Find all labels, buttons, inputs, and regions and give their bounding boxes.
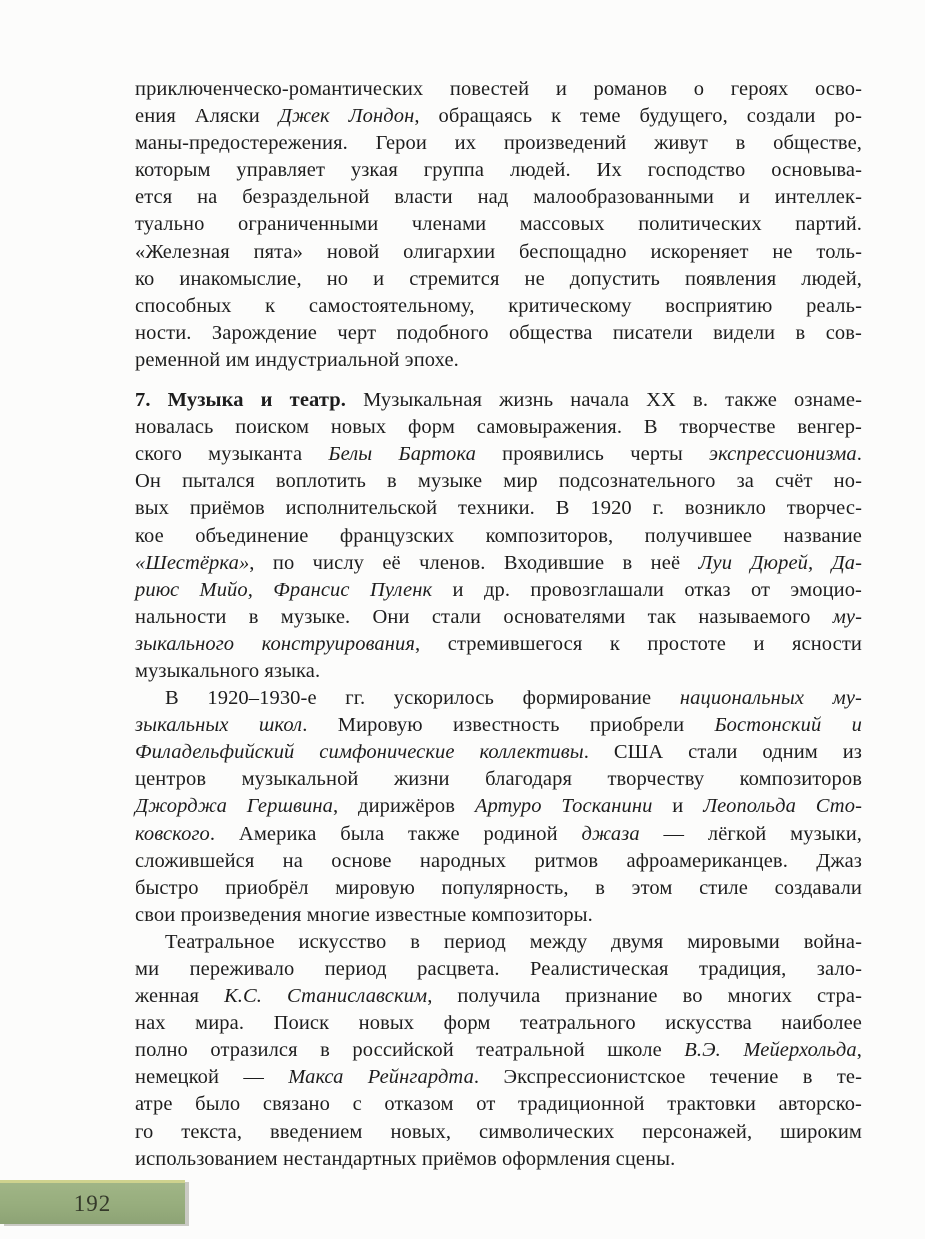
text-line: ения Аляски Джек Лондон, обращаясь к теме будущего, создали ро- (135, 105, 862, 128)
text-line: Филадельфийский симфонические коллективы. США стали одним из (135, 741, 862, 764)
text-line: полно отразился в российской театральной школе В.Э. Мейерхольда, (135, 1039, 862, 1062)
text-line: го текста, введением новых, символических персонажей, широким (135, 1120, 862, 1143)
page-number-band (0, 1180, 185, 1224)
text-line: зыкальных школ. Мировую известность приобрели Бостонский и (135, 714, 862, 737)
text-line: ми переживало период расцвета. Реалистическая традиция, зало- (135, 958, 862, 980)
paragraph-music-and-theatre-heading (135, 387, 862, 685)
paragraph-theatre-art (135, 929, 862, 1173)
text-line: 7. Музыка и театр. Музыкальная жизнь начала XX в. также ознаме- (135, 389, 862, 412)
text-line: которым управляет узкая группа людей. Их господство основыва- (135, 159, 862, 182)
text-line: зыкального конструирования, стремившегося к простоте и ясности (135, 632, 862, 655)
text-line: «Шестёрка», по числу её членов. Входившие в неё Луи Дюрей, Да- (135, 551, 862, 574)
text-line: центров музыкальной жизни благодаря творчеству композиторов (135, 768, 862, 791)
text-line: ко инакомыслие, но и стремится не допустить появления людей, (135, 267, 862, 290)
text-line: свои произведения многие известные композиторы. (135, 903, 593, 926)
text-line: Театральное искусство в период между двумя мировыми война- (165, 930, 862, 953)
text-line: туально ограниченными членами массовых политических партий. (135, 213, 862, 236)
paragraph-national-music-schools (135, 685, 862, 929)
text-line: ется на безраздельной власти над малообразованными и интеллек- (135, 186, 862, 209)
text-line: способных к самостоятельному, критическому восприятию реаль- (135, 294, 862, 317)
text-line: нальности в музыке. Они стали основателями так называемого му- (135, 605, 862, 628)
text-line: маны-предостережения. Герои их произведений живут в обществе, (135, 132, 862, 155)
page-number: 192 (73, 1190, 112, 1216)
text-line: кое объединение французских композиторов, получившее название (135, 524, 862, 547)
text-line: риюс Мийо, Франсис Пуленк и др. провозглашали отказ от эмоцио- (135, 578, 862, 601)
text-line: Он пытался воплотить в музыке мир подсознательного за счёт но- (135, 470, 862, 493)
text-line: атре было связано с отказом от традиционной трактовки авторско- (135, 1093, 862, 1116)
text-line: быстро приобрёл мировую популярность, в этом стиле создавали (135, 876, 862, 899)
page-text (135, 76, 862, 1173)
text-line: вых приёмов исполнительской техники. В 1920 г. возникло творчес- (135, 497, 862, 520)
text-line: немецкой — Макса Рейнгардта. Экспрессионистское течение в те- (135, 1066, 862, 1089)
text-line: ского музыканта Белы Бартока проявились черты экспрессионизма. (135, 443, 862, 466)
text-line: «Железная пята» новой олигархии беспощадно искореняет не толь- (135, 240, 862, 263)
text-line: ковского. Америка была также родиной джаза — лёгкой музыки, (135, 822, 862, 845)
text-line: Джорджа Гершвина, дирижёров Артуро Тосканини и Леопольда Сто- (135, 795, 862, 818)
text-line: нах мира. Поиск новых форм театрального искусства наиболее (135, 1012, 862, 1035)
text-line: приключенческо-романтических повестей и романов о героях осво- (135, 78, 862, 100)
text-line: сложившейся на основе народных ритмов афроамериканцев. Джаз (135, 849, 862, 872)
text-line: женная К.С. Станиславским, получила признание во многих стра- (135, 985, 862, 1008)
text-line: ременной им индустриальной эпохе. (135, 348, 459, 371)
text-line: В 1920–1930-е гг. ускорилось формирование национальных му- (165, 687, 862, 710)
text-line: ности. Зарождение черт подобного общества писатели видели в сов- (135, 321, 862, 344)
text-line: использованием нестандартных приёмов оформления сцены. (135, 1147, 676, 1170)
paragraph-literature-continued (135, 76, 862, 374)
text-line: музыкального языка. (135, 659, 321, 682)
text-line: новалась поиском новых форм самовыражения. В творчестве венгер- (135, 416, 862, 439)
